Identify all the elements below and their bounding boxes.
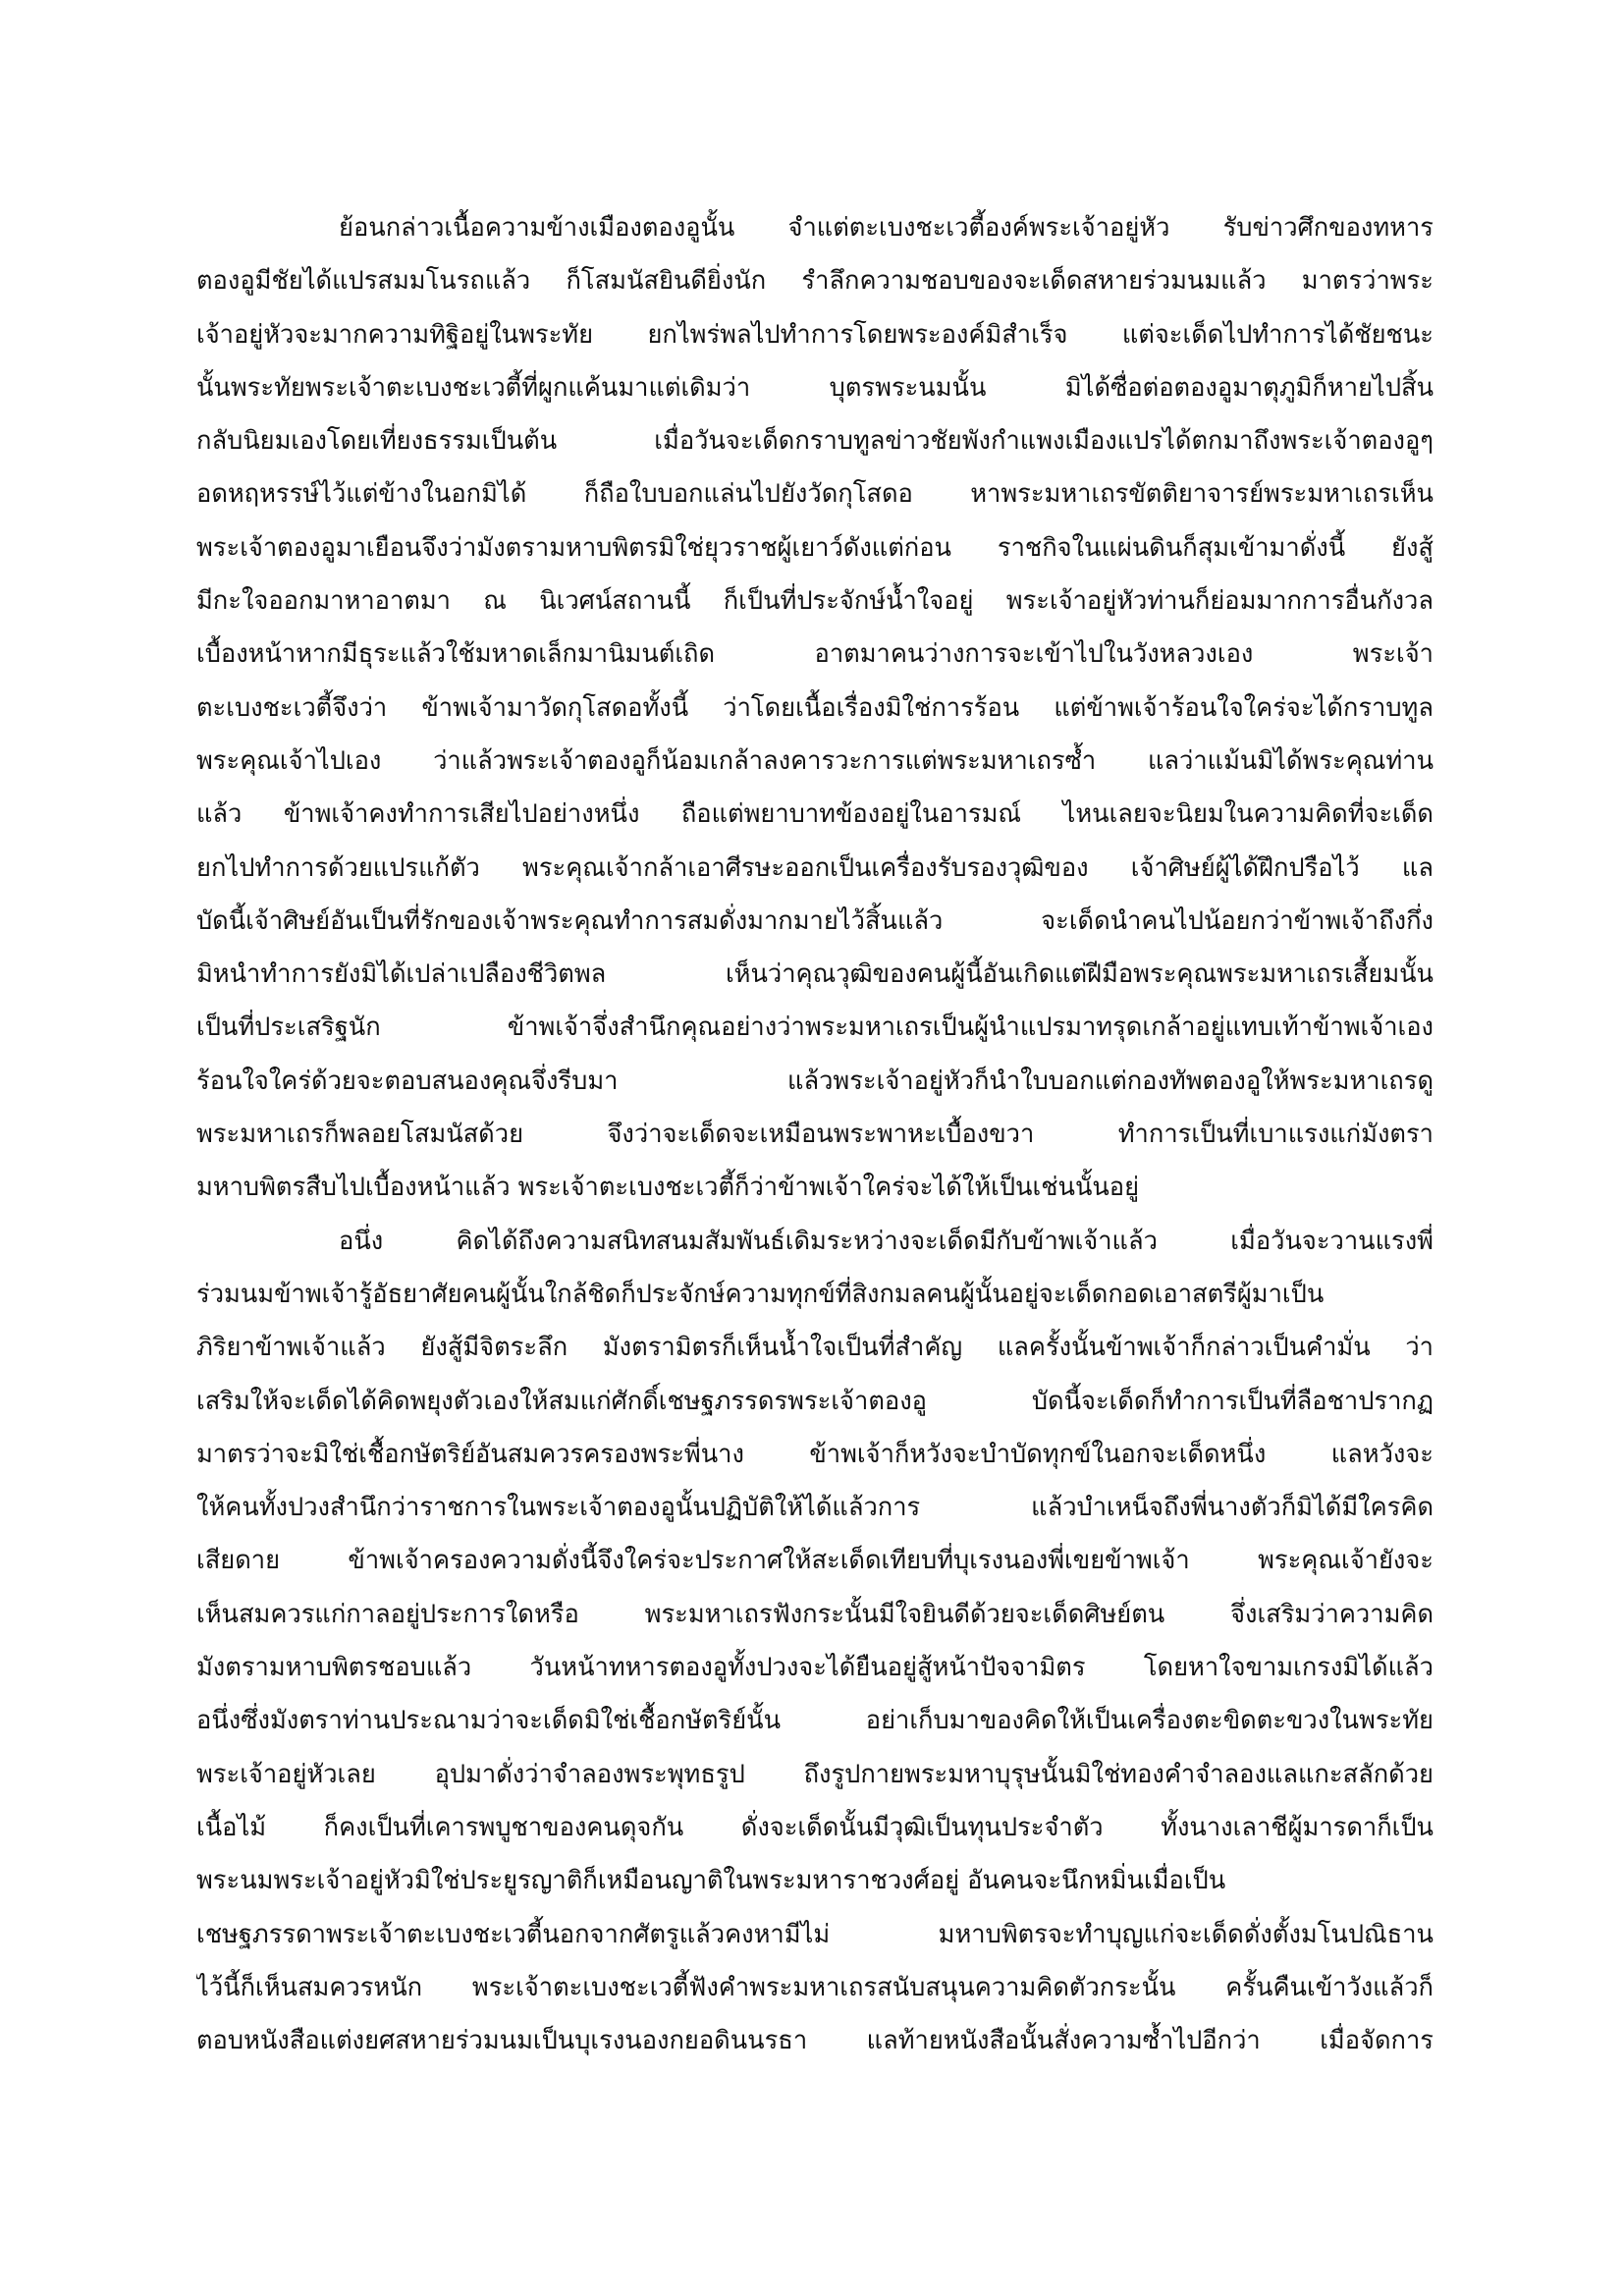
text-line: กลับนิยมเองโดยเที่ยงธรรมเป็นต้น เมื่อวันจะเด็ดกราบทูลข่าวชัยพังกำแพงเมืองแปรได้ตกมาถึงพระเจ้าตองอูๆ — [196, 426, 1434, 457]
text-line: พระนมพระเจ้าอยู่หัวมิใช่ประยูรญาติก็เหมือนญาติในพระมหาราชวงศ์อยู่ อันคนจะนึกหมิ่นเมื่อเป็น — [196, 1866, 1226, 1896]
text-line: ตะเบงชะเวตี้จึงว่า ข้าพเจ้ามาวัดกุโสดอทั้งนี้ ว่าโดยเนื้อเรื่องมิใช่การร้อน แต่ข้าพเจ้าร้อนใจใคร่จะได้กราบทูล — [196, 692, 1434, 723]
text-line: ร่วมนมข้าพเจ้ารู้อัธยาศัยคนผู้นั้นใกล้ชิดก็ประจักษ์ความทุกข์ที่สิงกมลคนผู้นั้นอยู่จะเด็ดกอดเอาสตรีผู้มาเป็น — [196, 1279, 1325, 1309]
text-line: เนื้อไม้ ก็คงเป็นที่เคารพบูชาของคนดุจกัน ดั่งจะเด็ดนั้นมีวุฒิเป็นทุนประจำตัว ทั้งนางเลาชีผู้มารดาก็เป็น — [196, 1812, 1434, 1842]
text-line: บัดนี้เจ้าศิษย์อันเป็นที่รักของเจ้าพระคุณทำการสมดั่งมากมายไว้สิ้นแล้ว จะเด็ดนำคนไปน้อยกว่าข้าพเจ้าถึงกึ่ง — [196, 905, 1434, 936]
text-line: อดหฤหรรษ์ไว้แต่ข้างในอกมิได้ ก็ถือใบบอกแล่นไปยังวัดกุโสดอ หาพระมหาเถรขัตติยาจารย์พระมหาเถรเห็น — [196, 479, 1434, 510]
text-line: มิหนำทำการยังมิได้เปล่าเปลืองชีวิตพล เห็นว่าคุณวุฒิของคนผู้นี้อันเกิดแต่ฝีมือพระคุณพระมหาเถรเสี้ยมนั้น — [196, 959, 1434, 990]
paragraph-1 — [196, 201, 1434, 1215]
text-line: พระมหาเถรก็พลอยโสมนัสด้วย จึงว่าจะเด็ดจะเหมือนพระพาหะเบื้องขวา ทำการเป็นที่เบาแรงแก่มังตรา — [196, 1120, 1434, 1150]
text-line: ย้อนกล่าวเนื้อความข้างเมืองตองอูนั้น จำแต่ตะเบงชะเวตี้องค์พระเจ้าอยู่หัว รับข่าวศึกของทหาร — [339, 213, 1434, 243]
text-line: นั้นพระทัยพระเจ้าตะเบงชะเวตี้ที่ผูกแค้นมาแต่เดิมว่า บุตรพระนมนั้น มิได้ซื่อต่อตองอูมาตุภูมิก็หายไปสิ้น — [196, 372, 1434, 403]
text-line: ตอบหนังสือแต่งยศสหายร่วมนมเป็นบุเรงนองกยอดินนรธา แลท้ายหนังสือนั้นสั่งความซ้ำไปอีกว่า เมื่อจัดการ — [196, 2026, 1434, 2056]
text-line: ภิริยาข้าพเจ้าแล้ว ยังสู้มีจิตระลึก มังตรามิตรก็เห็นน้ำใจเป็นที่สำคัญ แลครั้งนั้นข้าพเจ้าก็กล่าวเป็นคำมั่น ว่า — [196, 1333, 1434, 1363]
text-line: ร้อนใจใคร่ด้วยจะตอบสนองคุณจึ่งรีบมา แล้วพระเจ้าอยู่หัวก็นำใบบอกแต่กองทัพตองอูให้พระมหาเถรดู — [196, 1066, 1434, 1096]
text-line: ยกไปทำการด้วยแปรแก้ตัว พระคุณเจ้ากล้าเอาศีรษะออกเป็นเครื่องรับรองวุฒิของ เจ้าศิษย์ผู้ได้ฝึกปรือไว้ แล — [196, 852, 1434, 883]
text-line: พระเจ้าอยู่หัวเลย อุปมาดั่งว่าจำลองพระพุทธรูป ถึงรูปกายพระมหาบุรุษนั้นมิใช่ทองคำจำลองแลแกะสลักด้วย — [196, 1759, 1434, 1789]
text-line: เป็นที่ประเสริฐนัก ข้าพเจ้าจึ่งสำนึกคุณอย่างว่าพระมหาเถรเป็นผู้นำแปรมาทรุดเกล้าอยู่แทบเท้าข้าพเจ้าเอง — [196, 1012, 1434, 1043]
text-line: ไว้นี้ก็เห็นสมควรหนัก พระเจ้าตะเบงชะเวตี้ฟังคำพระมหาเถรสนับสนุนความคิดตัวกระนั้น ครั้นคืนเข้าวังแล้วก็ — [196, 1972, 1434, 2002]
text-line: อนึ่งซึ่งมังตราท่านประณามว่าจะเด็ดมิใช่เชื้อกษัตริย์นั้น อย่าเก็บมาของคิดให้เป็นเครื่องตะขิดตะขวงในพระทัย — [196, 1706, 1434, 1736]
text-line: เชษฐภรรดาพระเจ้าตะเบงชะเวตี้นอกจากศัตรูแล้วคงหามีไม่ มหาบพิตรจะทำบุญแก่จะเด็ดดั่งตั้งมโนปณิธาน — [196, 1919, 1434, 1949]
text-line: ตองอูมีชัยได้แปรสมมโนรถแล้ว ก็โสมนัสยินดียิ่งนัก รำลึกความชอบของจะเด็ดสหายร่วมนมแล้ว มาตรว่าพระ — [196, 266, 1434, 297]
text-line: เบื้องหน้าหากมีธุระแล้วใช้มหาดเล็กมานิมนต์เถิด อาตมาคนว่างการจะเข้าไปในวังหลวงเอง พระเจ้า — [196, 639, 1434, 670]
text-line: มาตรว่าจะมิใช่เชื้อกษัตริย์อันสมควรครองพระพี่นาง ข้าพเจ้าก็หวังจะบำบัดทุกข์ในอกจะเด็ดหนึ่ง แลหวังจะ — [196, 1439, 1434, 1469]
text-line: พระเจ้าตองอูมาเยือนจึงว่ามังตรามหาบพิตรมิใช่ยุวราชผู้เยาว์ดังแต่ก่อน ราชกิจในแผ่นดินก็สุมเข้ามาดั่งนี้ ยังสู้ — [196, 532, 1434, 563]
text-line: แล้ว ข้าพเจ้าคงทำการเสียไปอย่างหนึ่ง ถือแต่พยาบาทข้องอยู่ในอารมณ์ ไหนเลยจะนิยมในความคิดที่จะเด็ด — [196, 799, 1434, 830]
text-line: ให้คนทั้งปวงสำนึกว่าราชการในพระเจ้าตองอูนั้นปฏิบัติให้ได้แล้วการ แล้วบำเหน็จถึงพี่นางตัวก็มิได้มีใครคิด — [196, 1493, 1434, 1523]
document-body — [196, 201, 1434, 2067]
text-line: เห็นสมควรแก่กาลอยู่ประการใดหรือ พระมหาเถรฟังกระนั้นมีใจยินดีด้วยจะเด็ดศิษย์ตน จึ่งเสริมว่าความคิด — [196, 1599, 1434, 1629]
paragraph-2 — [196, 1215, 1434, 2068]
text-line: มีกะใจออกมาหาอาตมา ณ นิเวศน์สถานนี้ ก็เป็นที่ประจักษ์น้ำใจอยู่ พระเจ้าอยู่หัวท่านก็ย่อมมากการอื่นกังวล — [196, 586, 1434, 617]
text-line: เจ้าอยู่หัวจะมากความทิฐิอยู่ในพระทัย ยกไพร่พลไปทำการโดยพระองค์มิสำเร็จ แต่จะเด็ดไปทำการได้ชัยชนะ — [196, 319, 1434, 350]
text-line: เสริมให้จะเด็ดได้คิดพยุงตัวเองให้สมแก่ศักดิ์เชษฐภรรดรพระเจ้าตองอู บัดนี้จะเด็ดก็ทำการเป็นที่ลือชาปรากฏ — [196, 1386, 1434, 1416]
text-line: มหาบพิตรสืบไปเบื้องหน้าแล้ว พระเจ้าตะเบงชะเวตี้ก็ว่าข้าพเจ้าใคร่จะได้ให้เป็นเช่นนั้นอยู่ — [196, 1173, 1140, 1203]
text-line: เสียดาย ข้าพเจ้าครองความดั่งนี้จึงใคร่จะประกาศให้สะเด็ดเทียบที่บุเรงนองพี่เขยข้าพเจ้า พระคุณเจ้ายังจะ — [196, 1546, 1434, 1576]
text-line: มังตรามหาบพิตรชอบแล้ว วันหน้าทหารตองอูทั้งปวงจะได้ยืนอยู่สู้หน้าปัจจามิตร โดยหาใจขามเกรงมิได้แล้ว — [196, 1653, 1434, 1683]
text-line: อนึ่ง คิดได้ถึงความสนิทสนมสัมพันธ์เดิมระหว่างจะเด็ดมีกับข้าพเจ้าแล้ว เมื่อวันจะวานแรงพี่ — [339, 1226, 1434, 1256]
text-line: พระคุณเจ้าไปเอง ว่าแล้วพระเจ้าตองอูก็น้อมเกล้าลงคารวะการแต่พระมหาเถรซ้ำ แลว่าแม้นมิได้พระคุณท่าน — [196, 745, 1434, 776]
